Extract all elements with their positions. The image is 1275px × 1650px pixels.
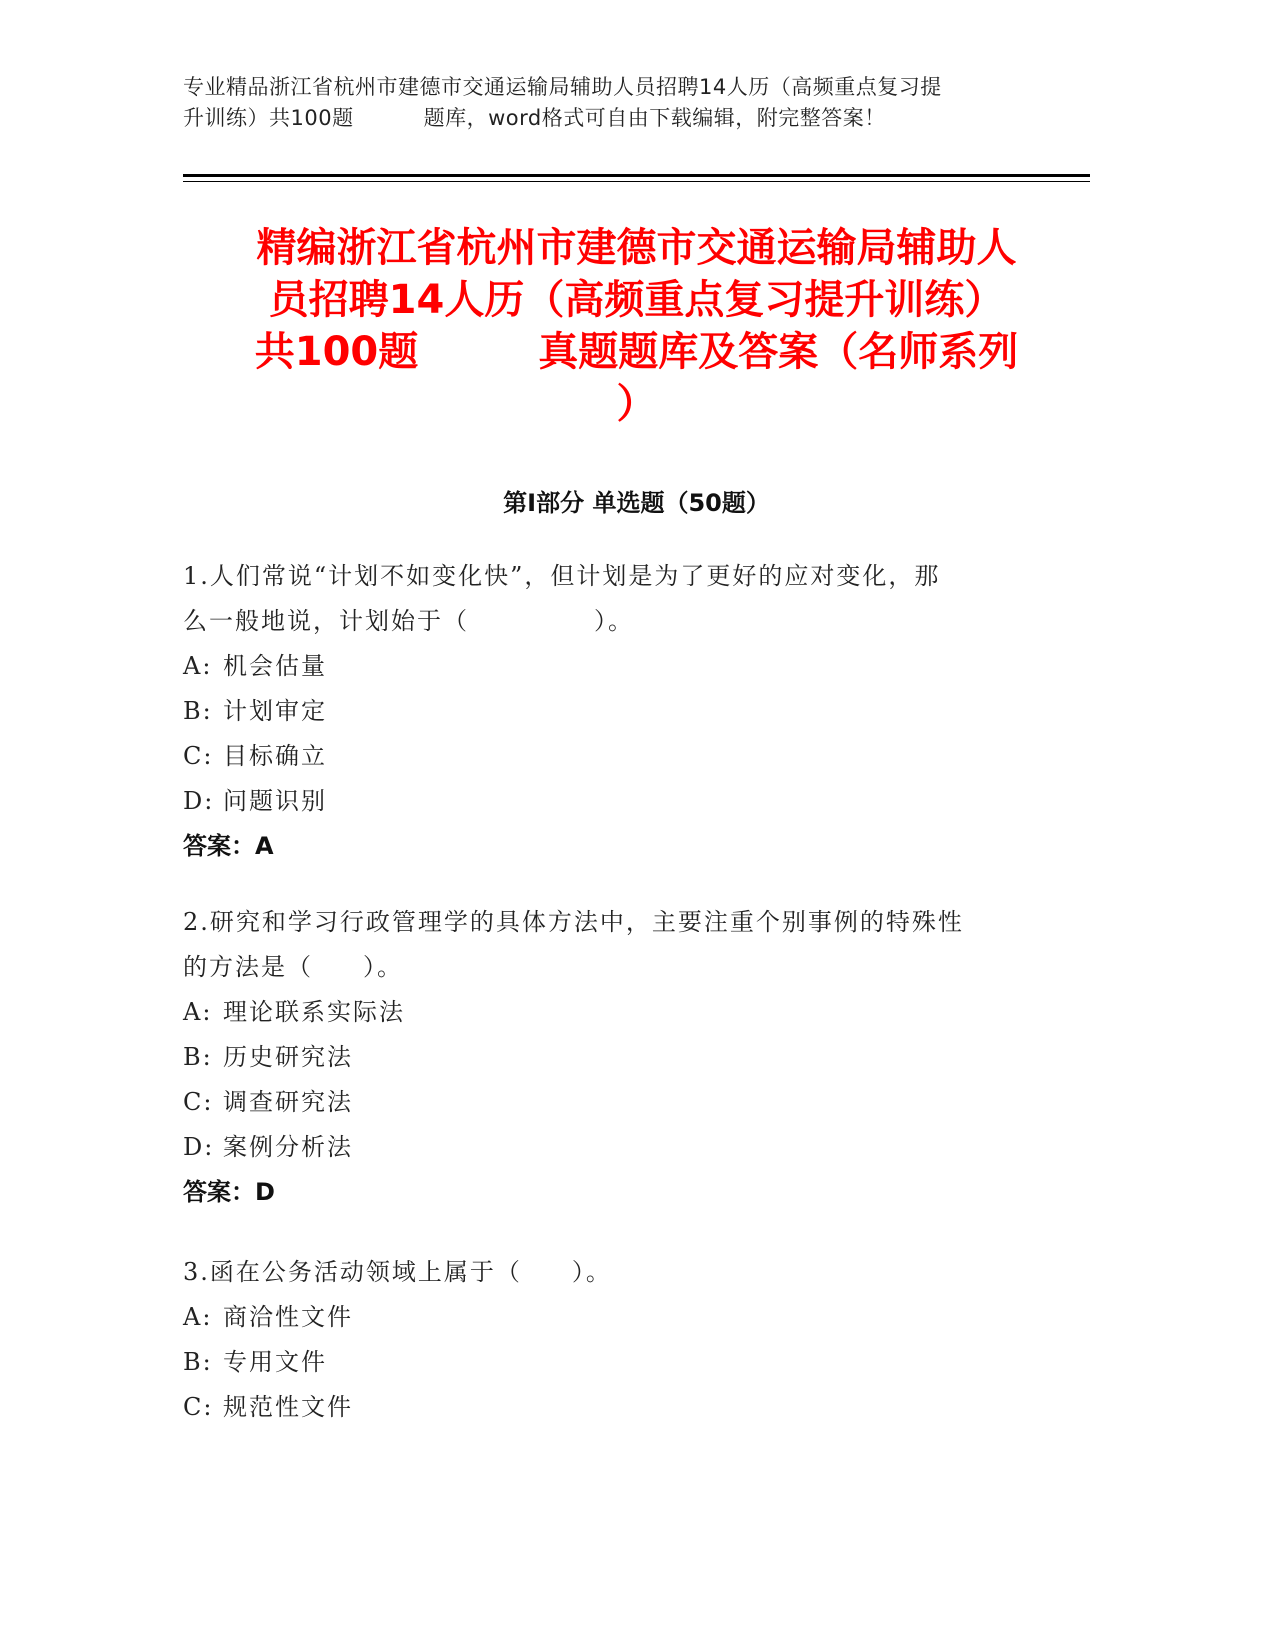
header-note (183, 72, 1063, 134)
question-3-stem-line-1 (183, 1250, 1063, 1295)
header-note-line-1: 专业精品浙江省杭州市建德市交通运输局辅助人员招聘14人历（高频重点复习提 (183, 75, 942, 99)
header-rule-thin (183, 181, 1090, 182)
option-b (183, 1035, 1063, 1080)
question-2-stem-part-a: 的方法是（ (183, 953, 313, 981)
option-d (183, 779, 1063, 824)
option-key: B: (183, 697, 213, 725)
option-key: B: (183, 1348, 213, 1376)
option-text: 历史研究法 (223, 1043, 353, 1071)
option-text: 案例分析法 (223, 1133, 353, 1161)
option-key: C: (183, 1393, 214, 1421)
question-2 (183, 900, 1063, 1215)
question-2-stem-line-1: 2.研究和学习行政管理学的具体方法中，主要注重个别事例的特殊性 (183, 908, 964, 936)
option-a (183, 644, 1063, 689)
title-line-1: 精编浙江省杭州市建德市交通运输局辅助人 (256, 225, 1017, 271)
question-2-stem-line-2 (183, 945, 1063, 990)
header-note-line-2 (183, 103, 1063, 134)
header-note-part-b: 题库，word格式可自由下载编辑，附完整答案！ (423, 106, 886, 130)
option-key: C: (183, 1088, 214, 1116)
header-rule-thick (183, 174, 1090, 177)
option-a (183, 990, 1063, 1035)
question-1-stem-line-1: 1.人们常说“计划不如变化快”，但计划是为了更好的应对变化，那 (183, 562, 941, 590)
option-key: D: (183, 1133, 215, 1161)
title-line-3-part-b: 真题题库及答案（名师系列 (538, 329, 1019, 375)
option-text: 目标确立 (223, 742, 327, 770)
option-text: 理论联系实际法 (223, 998, 405, 1026)
option-text: 规范性文件 (223, 1393, 353, 1421)
option-text: 调查研究法 (223, 1088, 353, 1116)
option-text: 计划审定 (223, 697, 327, 725)
question-3-stem-part-a: 3.函在公务活动领域上属于（ (183, 1258, 522, 1286)
section-heading: 第I部分 单选题（50题） (503, 489, 770, 517)
option-key: A: (183, 1303, 213, 1331)
title-line-3 (183, 326, 1090, 378)
option-b (183, 1340, 1063, 1385)
document-title (183, 222, 1090, 430)
question-3-stem-part-b: ）。 (571, 1258, 612, 1286)
option-key: A: (183, 652, 213, 680)
option-key: B: (183, 1043, 213, 1071)
question-1-stem-line-2 (183, 599, 1063, 644)
question-1 (183, 554, 1063, 869)
question-1-stem-part-a: 么一般地说，计划始于（ (183, 607, 469, 635)
option-text: 问题识别 (223, 787, 327, 815)
option-c (183, 734, 1063, 779)
title-line-4: ） (616, 381, 657, 427)
answer-1: 答案：A (183, 832, 274, 860)
question-2-stem-part-b: ）。 (363, 953, 403, 981)
option-key: C: (183, 742, 214, 770)
option-text: 商洽性文件 (223, 1303, 353, 1331)
title-line-2: 员招聘14人历（高频重点复习提升训练） (268, 277, 1005, 323)
option-key: A: (183, 998, 213, 1026)
question-2-stem (183, 900, 1063, 990)
header-note-part-a: 升训练）共100题 (183, 106, 354, 130)
question-3 (183, 1250, 1063, 1430)
option-a (183, 1295, 1063, 1340)
option-text: 专用文件 (223, 1348, 327, 1376)
option-text: 机会估量 (223, 652, 327, 680)
question-1-stem (183, 554, 1063, 644)
option-c (183, 1385, 1063, 1430)
option-key: D: (183, 787, 215, 815)
question-3-stem (183, 1250, 1063, 1295)
answer-2: 答案：D (183, 1178, 275, 1206)
title-line-3-part-a: 共100题 (254, 329, 419, 375)
option-c (183, 1080, 1063, 1125)
option-b (183, 689, 1063, 734)
question-1-stem-part-b: ）。 (594, 607, 634, 635)
option-d (183, 1125, 1063, 1170)
